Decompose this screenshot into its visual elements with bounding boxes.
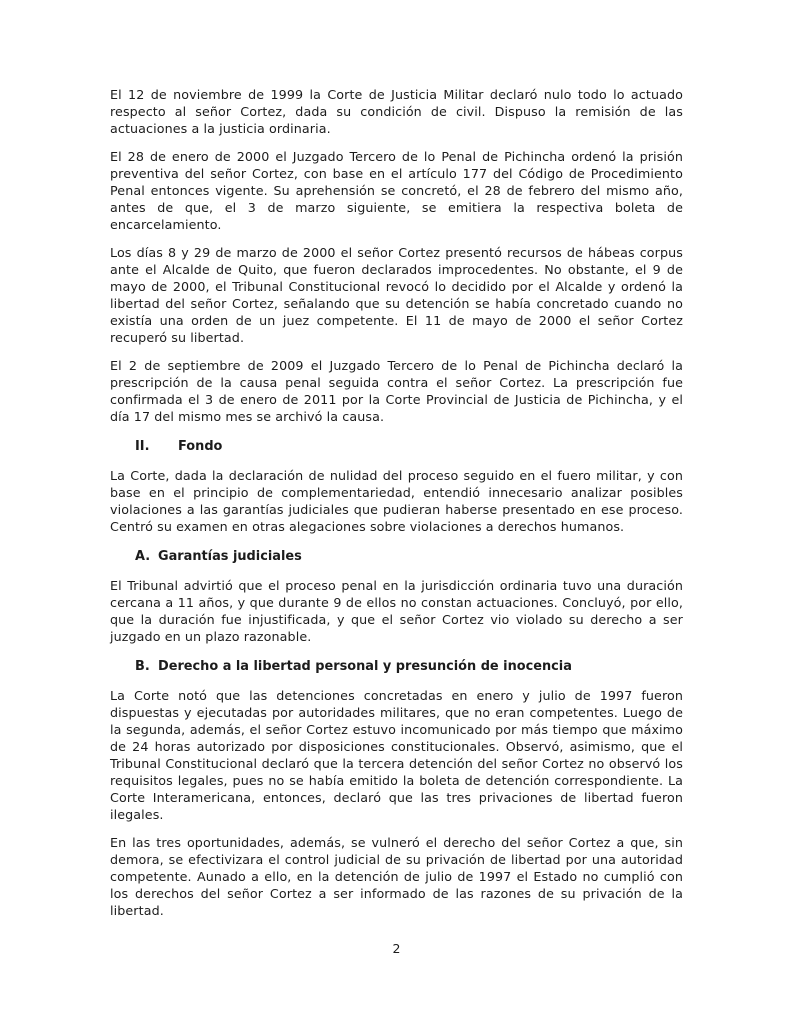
section-title: Fondo (178, 439, 223, 454)
subsection-title: Garantías judiciales (158, 549, 302, 564)
paragraph-nullity-military-court: El 12 de noviembre de 1999 la Corte de Justicia Militar declaró nulo todo lo actuado respecto al señor Cortez, dada su condición de civil. Dispuso la remisión de las actuaciones a la justicia ordinaria. (110, 87, 683, 136)
subsection-letter: A. (135, 549, 151, 564)
paragraph-illegal-detentions: La Corte notó que las detenciones concretadas en enero y julio de 1997 fueron dispuestas y ejecutadas por autoridades militares, que no eran competentes. Luego de la segunda, además, el señor Cortez estuvo incomunicado por más tiempo que máximo de 24 horas autorizado por disposiciones constitucionales. Observó, asimismo, que el Tribunal Constitucional declaró que la tercera detención del señor Cortez no observó los requisitos legales, pues no se había emitido la boleta de detención correspondiente. La Corte Interamericana, entonces, declaró que las tres privaciones de libertad fueron ilegales. (110, 688, 683, 822)
page-number: 2 (392, 941, 401, 956)
paragraph-habeas-corpus: Los días 8 y 29 de marzo de 2000 el señor Cortez presentó recursos de hábeas corpus ante el Alcalde de Quito, que fueron declarados improcedentes. No obstante, el 9 de mayo de 2000, el Tribunal Constitucional revocó lo decidido por el Alcalde y ordenó la libertad del señor Cortez, señalando que su detención se había concretado cuando no existía una orden de un juez competente. El 11 de mayo de 2000 el señor Cortez recuperó su libertad. (110, 245, 683, 345)
document-page (110, 86, 683, 930)
subsection-title: Derecho a la libertad personal y presunción de inocencia (158, 659, 572, 674)
subsection-heading-libertad-personal (135, 658, 683, 675)
subsection-heading-garantias-judiciales (135, 548, 683, 565)
paragraph-reasonable-time: El Tribunal advirtió que el proceso penal en la jurisdicción ordinaria tuvo una duración cercana a 11 años, y que durante 9 de ellos no constan actuaciones. Concluyó, por ello, que la duración fue injustificada, y que el señor Cortez vio violado su derecho a ser juzgado en un plazo razonable. (110, 578, 683, 644)
paragraph-preventive-detention-order: El 28 de enero de 2000 el Juzgado Tercero de lo Penal de Pichincha ordenó la prisión preventiva del señor Cortez, con base en el artículo 177 del Código de Procedimiento Penal entonces vigente. Su aprehensión se concretó, el 28 de febrero del mismo año, antes de que, el 3 de marzo siguiente, se emitiera la respectiva boleta de encarcelamiento. (110, 149, 683, 232)
section-heading-fondo (135, 438, 683, 455)
paragraph-complementarity: La Corte, dada la declaración de nulidad del proceso seguido en el fuero militar, y con base en el principio de complementariedad, entendió innecesario analizar posibles violaciones a las garantías judiciales que pudieran haberse presentado en ese proceso. Centró su examen en otras alegaciones sobre violaciones a derechos humanos. (110, 468, 683, 534)
section-number: II. (135, 439, 150, 454)
paragraph-prescription: El 2 de septiembre de 2009 el Juzgado Tercero de lo Penal de Pichincha declaró la prescripción de la causa penal seguida contra el señor Cortez. La prescripción fue confirmada el 3 de enero de 2011 por la Corte Provincial de Justicia de Pichincha, y el día 17 del mismo mes se archivó la causa. (110, 358, 683, 424)
subsection-letter: B. (135, 659, 150, 674)
paragraph-judicial-control: En las tres oportunidades, además, se vulneró el derecho del señor Cortez a que, sin demora, se efectivizara el control judicial de su privación de libertad por una autoridad competente. Aunado a ello, en la detención de julio de 1997 el Estado no cumplió con los derechos del señor Cortez a ser informado de las razones de su privación de la libertad. (110, 835, 683, 918)
